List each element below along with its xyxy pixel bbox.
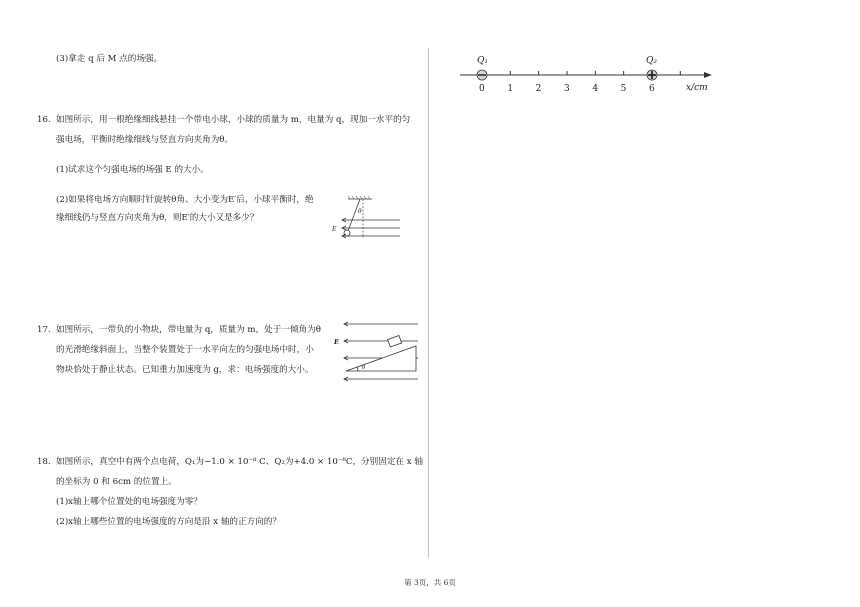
tick-label-6: 6 bbox=[648, 84, 655, 94]
q16-pendulum-figure bbox=[328, 196, 404, 244]
tick-label-0: 0 bbox=[479, 84, 485, 94]
q16-number: 16. bbox=[37, 115, 51, 125]
x-axis-arrow bbox=[704, 72, 712, 78]
tick-label-4: 4 bbox=[592, 84, 599, 94]
q17-stem-line2: 的光滑绝缘斜面上，当整个装置处于一水平向左的匀强电场中时，小 bbox=[56, 345, 314, 355]
q18-part1: (1)x轴上哪个位置处的电场强度为零？ bbox=[56, 497, 202, 507]
q18-number: 18. bbox=[37, 457, 51, 467]
q17-stem-line3: 物块恰处于静止状态。已知重力加速度为 g，求：电场强度的大小。 bbox=[56, 365, 314, 375]
charged-ball bbox=[344, 230, 350, 236]
incline-triangle bbox=[346, 346, 416, 371]
q17-field-label: E bbox=[334, 338, 339, 346]
axis-label: x/cm bbox=[686, 83, 708, 93]
tick-label-3: 3 bbox=[563, 84, 570, 94]
q15-part3: (3)拿走 q 后 M 点的场强。 bbox=[56, 54, 163, 64]
q16-angle-label: θ bbox=[358, 208, 362, 215]
q2-label: Q₂ bbox=[646, 56, 657, 66]
q17-incline-figure bbox=[334, 318, 420, 384]
q16-field-label: E bbox=[332, 226, 337, 233]
tick-label-1: 1 bbox=[507, 84, 514, 94]
q17-number: 17. bbox=[37, 325, 51, 335]
page-footer: 第 3页，共 6页 bbox=[404, 578, 456, 587]
q16-part1: (1)试求这个匀强电场的场强 E 的大小。 bbox=[56, 165, 209, 175]
charge-axis-figure bbox=[456, 54, 718, 94]
tick-label-2: 2 bbox=[535, 84, 542, 94]
q18-part2: (2)x轴上哪些位置的电场强度的方向是沿 x 轴的正方向的？ bbox=[56, 517, 281, 527]
q17-angle-label: θ bbox=[362, 365, 366, 371]
thread-line bbox=[348, 199, 360, 231]
q1-label: Q₁ bbox=[477, 56, 488, 66]
q17-stem-line1: 如图所示，一带负的小物块，带电量为 q，质量为 m，处于一倾角为θ bbox=[56, 325, 321, 335]
q18-stem-line2: 的坐标为 0 和 6cm 的位置上。 bbox=[56, 477, 177, 487]
q18-stem-line1: 如图所示，真空中有两个点电荷，Q₁为−1.0 × 10⁻⁸ C、Q₂为+4.0 × 10⁻⁸C，分别固定在 x 轴 bbox=[56, 457, 423, 467]
q16-part2-line1: (2)如果将电场方向顺时针旋转θ角、大小变为E′后，小球平衡时，绝 bbox=[56, 195, 314, 205]
block bbox=[388, 335, 402, 347]
q16-stem-line2: 强电场，平衡时绝缘细线与竖直方向夹角为θ。 bbox=[56, 135, 234, 145]
tick-labels bbox=[479, 84, 655, 94]
q16-part2-line2: 缘细线仍与竖直方向夹角为θ，则E′的大小又是多少？ bbox=[56, 213, 259, 223]
column-divider bbox=[428, 48, 429, 558]
q16-stem-line1: 如图所示，用一根绝缘细线悬挂一个带电小球，小球的质量为 m，电量为 q，现加一水平的匀 bbox=[56, 115, 411, 125]
tick-label-5: 5 bbox=[620, 84, 627, 94]
